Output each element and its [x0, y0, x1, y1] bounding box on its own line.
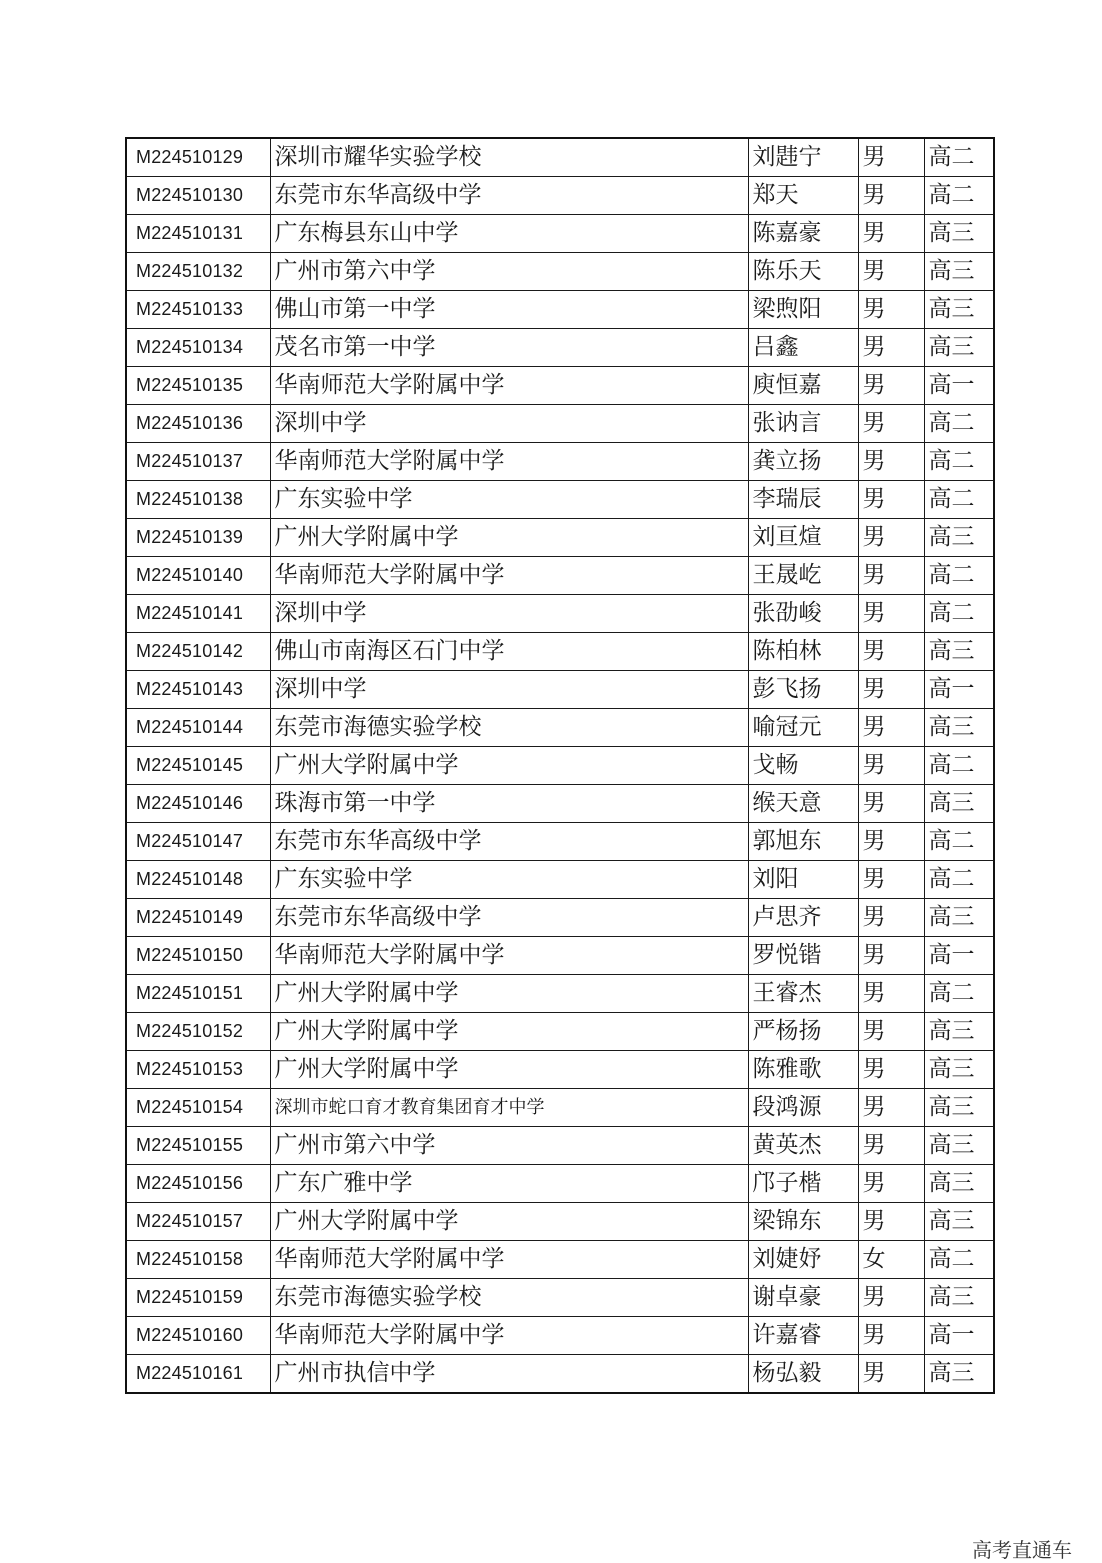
- table-row: [126, 937, 994, 975]
- gender-cell: 男: [858, 1165, 924, 1203]
- student-name-cell: 戈畅: [748, 747, 858, 785]
- student-name-cell: 陈嘉豪: [748, 215, 858, 253]
- student-name-cell: 卢思齐: [748, 899, 858, 937]
- school-cell: 广州大学附属中学: [270, 519, 748, 557]
- grade-cell: 高二: [924, 557, 994, 595]
- student-name-cell: 郑天: [748, 177, 858, 215]
- table-row: [126, 177, 994, 215]
- table-row: [126, 671, 994, 709]
- grade-cell: 高二: [924, 861, 994, 899]
- grade-cell: 高一: [924, 937, 994, 975]
- student-name-cell: 刘婕妤: [748, 1241, 858, 1279]
- gender-cell: 男: [858, 937, 924, 975]
- school-cell: 东莞市东华高级中学: [270, 823, 748, 861]
- candidate-id-cell: M224510131: [126, 215, 270, 253]
- grade-cell: 高一: [924, 671, 994, 709]
- grade-cell: 高二: [924, 138, 994, 177]
- table-row: [126, 481, 994, 519]
- gender-cell: 男: [858, 861, 924, 899]
- candidate-id-cell: M224510132: [126, 253, 270, 291]
- student-name-cell: 梁锦东: [748, 1203, 858, 1241]
- grade-cell: 高二: [924, 405, 994, 443]
- candidate-id-cell: M224510147: [126, 823, 270, 861]
- gender-cell: 男: [858, 785, 924, 823]
- gender-cell: 男: [858, 329, 924, 367]
- student-name-cell: 李瑞辰: [748, 481, 858, 519]
- grade-cell: 高三: [924, 1127, 994, 1165]
- student-name-cell: 喻冠元: [748, 709, 858, 747]
- school-cell: 东莞市海德实验学校: [270, 709, 748, 747]
- candidate-id-cell: M224510136: [126, 405, 270, 443]
- candidate-id-cell: M224510151: [126, 975, 270, 1013]
- student-name-cell: 陈乐天: [748, 253, 858, 291]
- table-row: [126, 861, 994, 899]
- student-name-cell: 彭飞扬: [748, 671, 858, 709]
- school-cell: 华南师范大学附属中学: [270, 367, 748, 405]
- gender-cell: 男: [858, 1127, 924, 1165]
- school-cell: 广州大学附属中学: [270, 1013, 748, 1051]
- candidate-id-cell: M224510159: [126, 1279, 270, 1317]
- gender-cell: 男: [858, 1013, 924, 1051]
- student-name-cell: 黄英杰: [748, 1127, 858, 1165]
- candidate-id-cell: M224510158: [126, 1241, 270, 1279]
- grade-cell: 高三: [924, 1013, 994, 1051]
- student-name-cell: 邝子楷: [748, 1165, 858, 1203]
- student-name-cell: 缑天意: [748, 785, 858, 823]
- gender-cell: 男: [858, 291, 924, 329]
- gender-cell: 男: [858, 899, 924, 937]
- grade-cell: 高三: [924, 519, 994, 557]
- gender-cell: 男: [858, 177, 924, 215]
- table-row: [126, 709, 994, 747]
- gender-cell: 男: [858, 215, 924, 253]
- school-cell: 深圳市蛇口育才教育集团育才中学: [270, 1089, 748, 1127]
- gender-cell: 男: [858, 405, 924, 443]
- table-row: [126, 1241, 994, 1279]
- grade-cell: 高三: [924, 253, 994, 291]
- gender-cell: 男: [858, 709, 924, 747]
- student-name-cell: 王睿杰: [748, 975, 858, 1013]
- school-cell: 广州大学附属中学: [270, 1051, 748, 1089]
- table-row: [126, 443, 994, 481]
- candidate-id-cell: M224510149: [126, 899, 270, 937]
- table-row: [126, 519, 994, 557]
- grade-cell: 高三: [924, 1165, 994, 1203]
- grade-cell: 高三: [924, 1089, 994, 1127]
- gender-cell: 男: [858, 1355, 924, 1394]
- candidate-id-cell: M224510133: [126, 291, 270, 329]
- student-name-cell: 郭旭东: [748, 823, 858, 861]
- gender-cell: 男: [858, 1279, 924, 1317]
- grade-cell: 高二: [924, 975, 994, 1013]
- school-cell: 华南师范大学附属中学: [270, 1241, 748, 1279]
- candidate-id-cell: M224510138: [126, 481, 270, 519]
- table-row: [126, 367, 994, 405]
- gender-cell: 男: [858, 1089, 924, 1127]
- school-cell: 广州大学附属中学: [270, 747, 748, 785]
- candidate-id-cell: M224510146: [126, 785, 270, 823]
- table-row: [126, 1051, 994, 1089]
- student-name-cell: 罗悦锴: [748, 937, 858, 975]
- gender-cell: 男: [858, 671, 924, 709]
- student-name-cell: 陈柏林: [748, 633, 858, 671]
- candidate-id-cell: M224510160: [126, 1317, 270, 1355]
- school-cell: 珠海市第一中学: [270, 785, 748, 823]
- table-row: [126, 1317, 994, 1355]
- school-cell: 深圳市耀华实验学校: [270, 138, 748, 177]
- grade-cell: 高一: [924, 367, 994, 405]
- student-name-cell: 庾恒嘉: [748, 367, 858, 405]
- table-row: [126, 1279, 994, 1317]
- school-cell: 华南师范大学附属中学: [270, 557, 748, 595]
- school-cell: 深圳中学: [270, 405, 748, 443]
- student-name-cell: 王晟屹: [748, 557, 858, 595]
- grade-cell: 高二: [924, 177, 994, 215]
- candidate-id-cell: M224510129: [126, 138, 270, 177]
- table-row: [126, 633, 994, 671]
- candidate-id-cell: M224510154: [126, 1089, 270, 1127]
- school-cell: 东莞市东华高级中学: [270, 177, 748, 215]
- grade-cell: 高二: [924, 595, 994, 633]
- candidate-id-cell: M224510155: [126, 1127, 270, 1165]
- candidate-id-cell: M224510143: [126, 671, 270, 709]
- table-row: [126, 215, 994, 253]
- school-cell: 佛山市南海区石门中学: [270, 633, 748, 671]
- student-name-cell: 谢卓豪: [748, 1279, 858, 1317]
- school-cell: 东莞市海德实验学校: [270, 1279, 748, 1317]
- table-row: [126, 747, 994, 785]
- school-cell: 深圳中学: [270, 671, 748, 709]
- candidate-id-cell: M224510152: [126, 1013, 270, 1051]
- student-name-cell: 刘韪宁: [748, 138, 858, 177]
- grade-cell: 高三: [924, 899, 994, 937]
- gender-cell: 男: [858, 367, 924, 405]
- school-cell: 广州市执信中学: [270, 1355, 748, 1394]
- table-row: [126, 405, 994, 443]
- school-cell: 广州大学附属中学: [270, 1203, 748, 1241]
- table-row: [126, 291, 994, 329]
- school-cell: 广东实验中学: [270, 861, 748, 899]
- school-cell: 茂名市第一中学: [270, 329, 748, 367]
- gender-cell: 男: [858, 138, 924, 177]
- grade-cell: 高二: [924, 481, 994, 519]
- gender-cell: 男: [858, 633, 924, 671]
- candidate-id-cell: M224510156: [126, 1165, 270, 1203]
- table-row: [126, 595, 994, 633]
- school-cell: 广州市第六中学: [270, 1127, 748, 1165]
- student-name-cell: 段鸿源: [748, 1089, 858, 1127]
- school-cell: 华南师范大学附属中学: [270, 1317, 748, 1355]
- grade-cell: 高三: [924, 291, 994, 329]
- gender-cell: 女: [858, 1241, 924, 1279]
- table-row: [126, 975, 994, 1013]
- candidate-id-cell: M224510139: [126, 519, 270, 557]
- student-name-cell: 梁煦阳: [748, 291, 858, 329]
- table-row: [126, 138, 994, 177]
- table-row: [126, 899, 994, 937]
- school-cell: 广东实验中学: [270, 481, 748, 519]
- candidate-id-cell: M224510150: [126, 937, 270, 975]
- gender-cell: 男: [858, 1051, 924, 1089]
- grade-cell: 高三: [924, 329, 994, 367]
- grade-cell: 高二: [924, 443, 994, 481]
- grade-cell: 高二: [924, 747, 994, 785]
- table-row: [126, 1203, 994, 1241]
- grade-cell: 高三: [924, 1203, 994, 1241]
- student-name-cell: 张劭峻: [748, 595, 858, 633]
- table-row: [126, 785, 994, 823]
- school-cell: 东莞市东华高级中学: [270, 899, 748, 937]
- watermark-text: 高考直通车: [972, 1538, 1072, 1562]
- candidate-id-cell: M224510130: [126, 177, 270, 215]
- table-row: [126, 823, 994, 861]
- gender-cell: 男: [858, 253, 924, 291]
- gender-cell: 男: [858, 557, 924, 595]
- grade-cell: 高二: [924, 823, 994, 861]
- grade-cell: 高三: [924, 709, 994, 747]
- grade-cell: 高一: [924, 1317, 994, 1355]
- school-cell: 华南师范大学附属中学: [270, 937, 748, 975]
- school-cell: 深圳中学: [270, 595, 748, 633]
- grade-cell: 高三: [924, 1051, 994, 1089]
- grade-cell: 高三: [924, 1279, 994, 1317]
- gender-cell: 男: [858, 595, 924, 633]
- candidate-id-cell: M224510141: [126, 595, 270, 633]
- gender-cell: 男: [858, 1317, 924, 1355]
- gender-cell: 男: [858, 443, 924, 481]
- gender-cell: 男: [858, 481, 924, 519]
- gender-cell: 男: [858, 1203, 924, 1241]
- candidate-id-cell: M224510148: [126, 861, 270, 899]
- student-name-cell: 许嘉睿: [748, 1317, 858, 1355]
- student-name-cell: 吕鑫: [748, 329, 858, 367]
- table-row: [126, 1013, 994, 1051]
- candidate-id-cell: M224510142: [126, 633, 270, 671]
- candidate-id-cell: M224510135: [126, 367, 270, 405]
- table-row: [126, 1355, 994, 1394]
- school-cell: 华南师范大学附属中学: [270, 443, 748, 481]
- grade-cell: 高三: [924, 633, 994, 671]
- student-name-cell: 刘亘煊: [748, 519, 858, 557]
- student-name-cell: 刘阳: [748, 861, 858, 899]
- gender-cell: 男: [858, 975, 924, 1013]
- school-cell: 广东梅县东山中学: [270, 215, 748, 253]
- candidate-id-cell: M224510134: [126, 329, 270, 367]
- gender-cell: 男: [858, 519, 924, 557]
- school-cell: 佛山市第一中学: [270, 291, 748, 329]
- grade-cell: 高三: [924, 215, 994, 253]
- gender-cell: 男: [858, 823, 924, 861]
- student-name-cell: 张讷言: [748, 405, 858, 443]
- roster-table: [125, 137, 995, 1394]
- table-row: [126, 1089, 994, 1127]
- candidate-id-cell: M224510137: [126, 443, 270, 481]
- table-row: [126, 557, 994, 595]
- table-row: [126, 329, 994, 367]
- candidate-id-cell: M224510140: [126, 557, 270, 595]
- candidate-id-cell: M224510153: [126, 1051, 270, 1089]
- candidate-id-cell: M224510144: [126, 709, 270, 747]
- gender-cell: 男: [858, 747, 924, 785]
- table-row: [126, 1127, 994, 1165]
- school-cell: 广东广雅中学: [270, 1165, 748, 1203]
- candidate-id-cell: M224510145: [126, 747, 270, 785]
- table-row: [126, 1165, 994, 1203]
- candidate-id-cell: M224510161: [126, 1355, 270, 1394]
- school-cell: 广州大学附属中学: [270, 975, 748, 1013]
- table-row: [126, 253, 994, 291]
- grade-cell: 高三: [924, 785, 994, 823]
- grade-cell: 高二: [924, 1241, 994, 1279]
- student-name-cell: 龚立扬: [748, 443, 858, 481]
- student-name-cell: 杨弘毅: [748, 1355, 858, 1394]
- school-cell: 广州市第六中学: [270, 253, 748, 291]
- roster-body: [126, 138, 994, 1393]
- student-name-cell: 严杨扬: [748, 1013, 858, 1051]
- student-name-cell: 陈雅歌: [748, 1051, 858, 1089]
- candidate-id-cell: M224510157: [126, 1203, 270, 1241]
- grade-cell: 高三: [924, 1355, 994, 1394]
